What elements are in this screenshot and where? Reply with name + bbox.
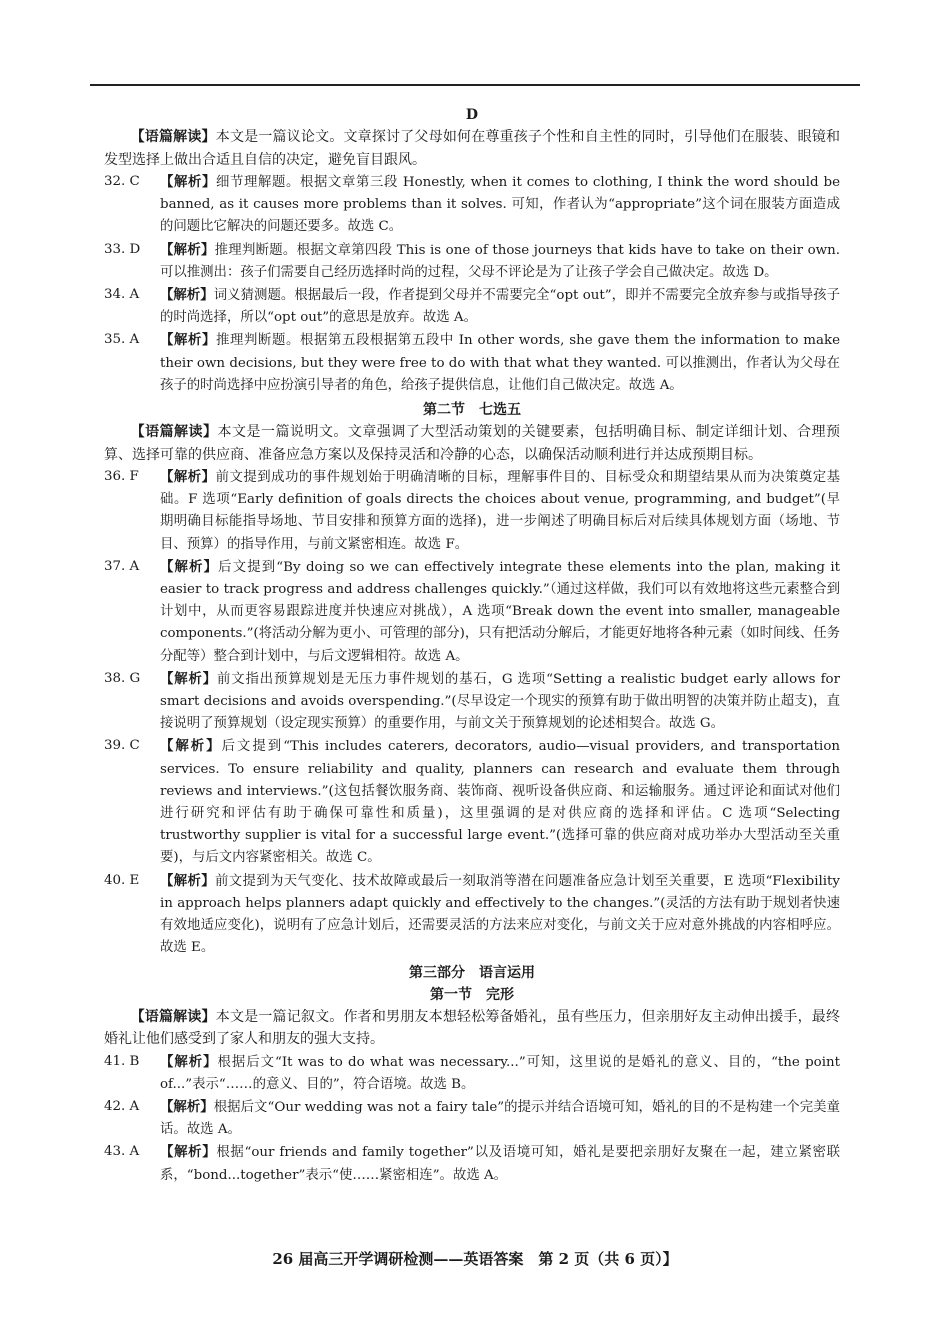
answer-content [104, 104, 840, 1187]
analysis-tag: 【解析】 [160, 241, 215, 258]
part-three-subtitle: 第一节 完形 [430, 986, 514, 1003]
answer-number: 39. C [104, 738, 140, 754]
intro-tag: 【语篇解读】 [130, 1008, 216, 1025]
section-two-intro [104, 421, 840, 466]
intro-text: 本文是一篇记叙文。作者和男朋友本想轻松筹备婚礼，虽有些压力，但亲朋好友主动伸出援手，最终婚礼让他们感受到了家人和朋友的强大支持。 [104, 1008, 841, 1047]
answer-explanation [160, 1141, 840, 1186]
answer-number: 35. A [104, 332, 140, 348]
analysis-tag: 【解析】 [160, 1053, 218, 1070]
answer-item [104, 1096, 840, 1141]
analysis-text: 细节理解题。根据文章第三段 Honestly, when it comes to clothing, I think the word should be banned, as it causes more problems than it solves. 可知，作者认为“appropriate”这个词在服装方面造成的问题比它解决的问题还要多。故选 C。 [160, 175, 840, 235]
answer-explanation [160, 171, 840, 239]
answer-explanation [160, 1051, 840, 1096]
section-two-title: 第二节 七选五 [423, 402, 521, 419]
answer-explanation [160, 239, 840, 284]
analysis-text: 后文提到“This includes caterers, decorators, audio—visual providers, and transportation services. To ensure reliability and quality, planners can research and evaluate them through reviews and interviews.”(这包括餐饮服务商、装饰商、视听设备供应商、和运输服务。通过评论和面试对他们进行研究和评估有助于确保可靠性和质量)，这里强调的是对供应商的选择和评估。C 选项“Selecting trustworthy supplier is vital for a successful large event.”(选择可靠的供应商对成功举办大型活动至关重要)，与后文内容紧密相关。故选 C。 [160, 739, 840, 866]
answer-item [104, 1141, 840, 1186]
answer-explanation [160, 1096, 840, 1141]
analysis-tag: 【解析】 [160, 469, 216, 486]
answer-number: 41. B [104, 1053, 140, 1069]
analysis-text: 推理判断题。根据第五段根据第五段中 In other words, she gave them the information to make their own decisions, but they were free to do with that what they wanted. 可以推测出，作者认为父母在孩子的时尚选择中应扮演引导者的角色，给孩子提供信息，让他们自己做决定。故选 A。 [160, 333, 840, 393]
analysis-tag: 【解析】 [160, 670, 217, 687]
answer-number: 34. A [104, 287, 140, 303]
answer-explanation [160, 284, 840, 329]
answer-explanation [160, 329, 840, 397]
analysis-text: 前文提到成功的事件规划始于明确清晰的目标，理解事件目的、目标受众和期望结果从而为决策奠定基础。F 选项“Early definition of goals directs the choices about venue, programming, and budget”(早期明确目标能指导场地、节目安排和预算方面的选择)，进一步阐述了明确目标后对后续具体规划方面（场地、节目、预算）的指导作用，与前文紧密相连。故选 F。 [160, 470, 841, 552]
answer-item [104, 171, 840, 239]
answer-item [104, 668, 840, 736]
section-d-title: D [465, 107, 479, 123]
intro-tag: 【语篇解读】 [130, 129, 216, 145]
answer-explanation [160, 870, 840, 960]
analysis-tag: 【解析】 [160, 1098, 214, 1115]
intro-tag: 【语篇解读】 [130, 424, 218, 441]
answer-item [104, 239, 840, 284]
answer-number: 36. F [104, 469, 139, 485]
analysis-tag: 【解析】 [160, 738, 222, 755]
answer-explanation [160, 556, 840, 668]
answer-item [104, 870, 840, 960]
analysis-text: 后文提到“By doing so we can effectively integrate these elements into the plan, making it easier to track progress and address challenges quickly.”（通过这样做，我们可以有效地将这些元素整合到计划中，从而更容易跟踪进度并快速应对挑战），A 选项“Break down the event into smaller, manageable components.”(将活动分解为更小、可管理的部分)，只有把活动分解后，才能更好地将各种元素（如时间线、任务分配等）整合到计划中，与后文逻辑相符。故选 A。 [160, 559, 840, 664]
analysis-tag: 【解析】 [160, 174, 217, 190]
page-footer: 26 届高三开学调研检测——英语答案 第 2 页（共 6 页）】 [272, 1250, 678, 1268]
answer-number: 43. A [104, 1144, 140, 1160]
part-three-intro [104, 1006, 840, 1051]
analysis-tag: 【解析】 [160, 872, 215, 889]
part-three-title: 第三部分 语言运用 [409, 964, 535, 981]
answer-number: 32. C [104, 174, 140, 189]
answer-number: 40. E [104, 872, 140, 888]
answer-explanation [160, 668, 840, 736]
analysis-text: 词义猜测题。根据最后一段，作者提到父母并不需要完全“opt out”，即并不需要完全放弃参与或指导孩子的时尚选择，所以“opt out”的意思是放弃。故选 A。 [160, 288, 840, 326]
answer-item [104, 284, 840, 329]
analysis-tag: 【解析】 [160, 558, 219, 575]
analysis-text: 推理判断题。根据文章第四段 This is one of those journeys that kids have to take on their own. 可以推测出：孩子们需要自己经历选择时尚的过程，父母不评论是为了让孩子学会自己做决定。故选 D。 [160, 242, 841, 280]
analysis-tag: 【解析】 [160, 332, 216, 349]
analysis-text: 前文提到为天气变化、技术故障或最后一刻取消等潜在问题准备应急计划至关重要，E 选项“Flexibility in approach helps planners adapt quickly and effectively to the changes.”(灵活的方法有助于规划者快速有效地适应变化)，说明有了应急计划后，还需要灵活的方法来应对变化，与前文关于应对意外挑战的内容相呼应。故选 E。 [160, 873, 840, 956]
analysis-text: 根据后文“It was to do what was necessary...”可知，这里说的是婚礼的意义、目的，“the point of...”表示“……的意义、目的”，符合语境。故选 B。 [160, 1054, 841, 1092]
analysis-tag: 【解析】 [160, 1144, 217, 1161]
analysis-text: 根据“our friends and family together”以及语境可知，婚礼是要把亲朋好友聚在一起，建立紧密联系，“bond...together”表示“使……紧密相连”。故选 A。 [160, 1145, 841, 1183]
answer-item [104, 735, 840, 869]
answer-item [104, 466, 840, 556]
answer-item [104, 329, 840, 397]
intro-text: 本文是一篇说明文。文章强调了大型活动策划的关键要素，包括明确目标、制定详细计划、合理预算、选择可靠的供应商、准备应急方案以及保持灵活和冷静的心态，以确保活动顺利进行并达成预期目标。 [104, 424, 841, 463]
answer-number: 38. G [104, 670, 141, 686]
answer-explanation [160, 735, 840, 869]
answer-item [104, 556, 840, 668]
analysis-text: 根据后文“Our wedding was not a fairy tale”的提示并结合语境可知，婚礼的目的不是构建一个完美童话。故选 A。 [160, 1099, 841, 1138]
answer-number: 42. A [104, 1098, 140, 1114]
answer-number: 33. D [104, 241, 141, 257]
analysis-tag: 【解析】 [160, 287, 214, 304]
section-d-intro [104, 126, 840, 171]
analysis-text: 前文指出预算规划是无压力事件规划的基石，G 选项“Setting a realistic budget early allows for smart decisions and avoids overspending.”(尽早设定一个现实的预算有助于做出明智的决策并防止超支)，直接说明了预算规划（设定现实预算）的重要作用，与前文关于预算规划的论述相契合。故选 G。 [160, 671, 841, 732]
answer-number: 37. A [104, 558, 140, 574]
answer-item [104, 1051, 840, 1096]
answer-explanation [160, 466, 840, 556]
top-rule [90, 84, 860, 86]
intro-text: 本文是一篇议论文。文章探讨了父母如何在尊重孩子个性和自主性的同时，引导他们在服装、眼镜和发型选择上做出合适且自信的决定，避免盲目跟风。 [104, 129, 841, 168]
